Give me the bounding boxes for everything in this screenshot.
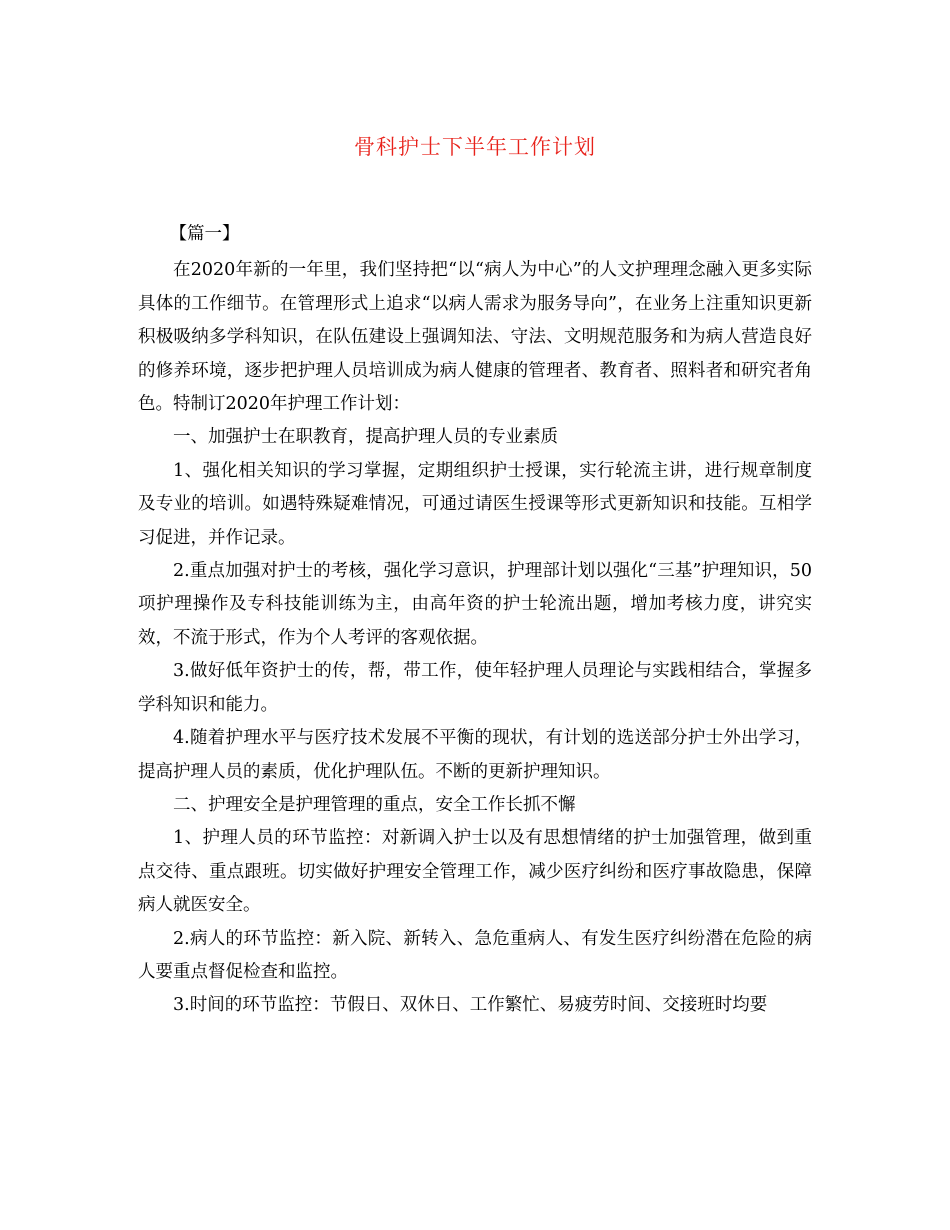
paragraph-1-1: 1、强化相关知识的学习掌握，定期组织护士授课，实行轮流主讲，进行规章制度及专业的培训。如遇特殊疑难情况，可通过请医生授课等形式更新知识和技能。互相学习促进，并作记录。 xyxy=(138,460,812,548)
paragraph-1-2: 2.重点加强对护士的考核，强化学习意识，护理部计划以强化“三基”护理知识，50项护理操作及专科技能训练为主，由高年资的护士轮流出题，增加考核力度，讲究实效，不流于形式，作为个人考评的客观依据。 xyxy=(138,561,812,648)
section-heading-2: 二、护理安全是护理管理的重点，安全工作长抓不懈 xyxy=(173,794,576,815)
section-heading-1: 一、加强护士在职教育，提高护理人员的专业素质 xyxy=(173,427,558,448)
paragraph-1-4: 4.随着护理水平与医疗技术发展不平衡的现状，有计划的选送部分护士外出学习，提高护理人员的素质，优化护理队伍。不断的更新护理知识。 xyxy=(138,728,812,782)
paragraph-1-3: 3.做好低年资护士的传，帮，带工作，使年轻护理人员理论与实践相结合，掌握多学科知识和能力。 xyxy=(138,661,812,715)
section-tag: 【篇一】 xyxy=(169,224,240,244)
paragraph-2-2: 2.病人的环节监控：新入院、新转入、急危重病人、有发生医疗纠纷潜在危险的病人要重点督促检查和监控。 xyxy=(138,928,812,982)
intro-paragraph: 在2020年新的一年里，我们坚持把“以“病人为中心”的人文护理理念融入更多实际具体的工作细节。在管理形式上追求“以病人需求为服务导向”，在业务上注重知识更新积极吸纳多学科知识，在队伍建设上强调知法、守法、文明规范服务和为病人营造良好的修养环境，逐步把护理人员培训成为病人健康的管理者、教育者、照料者和研究者角色。特制订2020年护理工作计划： xyxy=(138,260,812,415)
paragraph-2-3: 3.时间的环节监控：节假日、双休日、工作繁忙、易疲劳时间、交接班时均要 xyxy=(173,995,768,1016)
document-body xyxy=(138,218,812,1023)
document-title: 骨科护士下半年工作计划 xyxy=(354,135,596,159)
paragraph-2-1: 1、护理人员的环节监控：对新调入护士以及有思想情绪的护士加强管理，做到重点交待、重点跟班。切实做好护理安全管理工作，减少医疗纠纷和医疗事故隐患，保障病人就医安全。 xyxy=(138,828,812,916)
